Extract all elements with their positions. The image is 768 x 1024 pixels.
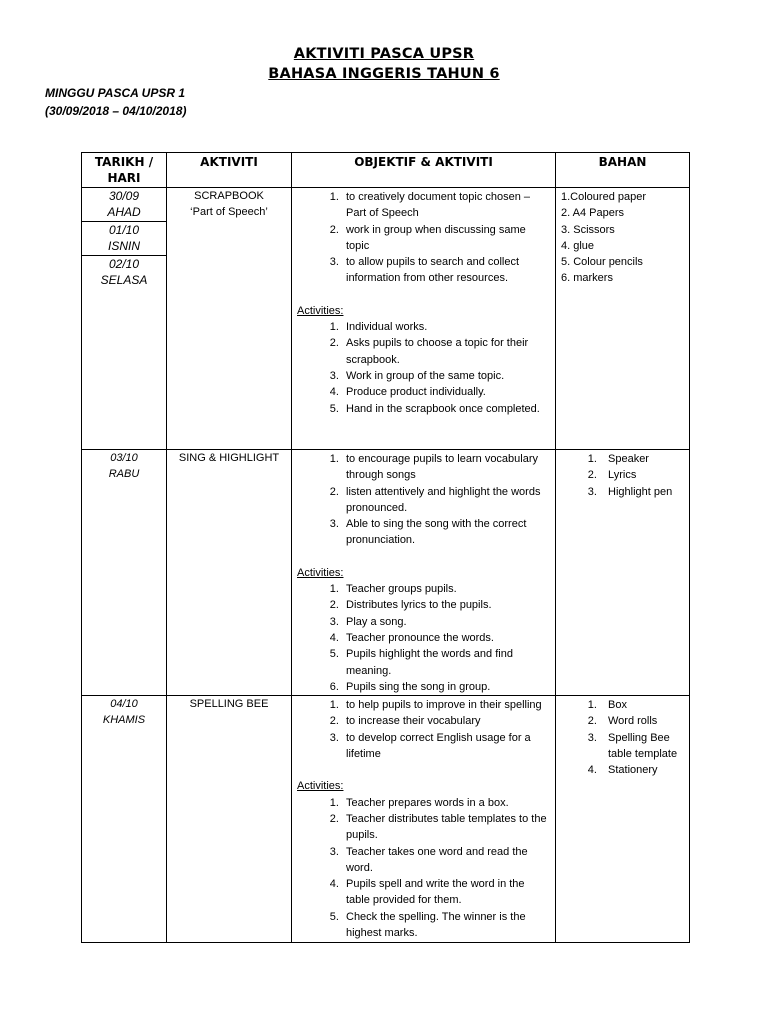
list-item: 3. Able to sing the song with the correct pronunciation.	[342, 516, 551, 549]
list-item: 1. to encourage pupils to learn vocabulary through songs	[342, 451, 551, 484]
header-activity: AKTIVITI	[167, 153, 292, 188]
table-row	[82, 696, 690, 943]
material-item: 2. Word rolls	[600, 713, 689, 729]
list-item: 2. Teacher distributes table templates to the pupils.	[342, 811, 551, 844]
activities-heading: Activities:	[297, 566, 344, 579]
activity-name: SING & HIGHLIGHT	[178, 452, 280, 464]
date-cell	[82, 696, 167, 943]
list-item: 3. Work in group of the same topic.	[342, 368, 551, 384]
date-entry	[82, 222, 166, 256]
list-item: 5. Hand in the scrapbook once completed.	[342, 401, 551, 417]
objectives-list	[296, 189, 551, 287]
materials-list	[556, 697, 689, 778]
list-item: 4. Pupils spell and write the word in the table provided for them.	[342, 876, 551, 909]
material-item: 3. Highlight pen	[600, 484, 689, 500]
list-item: 1. Teacher prepares words in a box.	[342, 795, 551, 811]
list-item: 3. to allow pupils to search and collect information from other resources.	[342, 254, 551, 287]
document-title	[0, 44, 768, 84]
material-item: 1. Box	[600, 697, 689, 713]
date-cell	[82, 188, 167, 450]
list-item: 3. Play a song.	[342, 614, 551, 630]
list-item: 4. Produce product individually.	[342, 384, 551, 400]
date-entry	[82, 188, 166, 222]
date: 30/09	[108, 189, 140, 203]
date: 04/10	[110, 698, 138, 711]
list-item: 2. listen attentively and highlight the words pronounced.	[342, 484, 551, 517]
objectives-cell	[292, 188, 556, 450]
materials-list	[556, 451, 689, 500]
material-item: 1.Coloured paper	[561, 191, 647, 203]
table-row	[82, 450, 690, 696]
activity-cell	[167, 696, 292, 943]
list-item: 1. Teacher groups pupils.	[342, 581, 551, 597]
list-item: 2. work in group when discussing same topic	[342, 222, 551, 255]
day: ISNIN	[107, 239, 140, 253]
activity-name: SCRAPBOOK	[194, 190, 264, 202]
material-item: 2. Lyrics	[600, 467, 689, 483]
objectives-cell	[292, 450, 556, 696]
date: 03/10	[110, 452, 138, 464]
materials-cell	[556, 188, 690, 450]
objectives-list	[296, 697, 551, 762]
date: 02/10	[108, 257, 140, 271]
material-item: 5. Colour pencils	[561, 256, 643, 269]
materials-cell	[556, 450, 690, 696]
header-objectives: OBJEKTIF & AKTIVITI	[292, 153, 556, 188]
material-item: 1. Speaker	[600, 451, 689, 467]
activities-heading: Activities:	[297, 780, 344, 793]
list-item: 5. Pupils highlight the words and find meaning.	[342, 646, 551, 679]
objectives-cell	[292, 696, 556, 943]
activity-cell	[167, 450, 292, 696]
table-header-row	[82, 153, 690, 188]
activities-list	[296, 795, 551, 942]
objectives-list	[296, 451, 551, 549]
list-item: 1. Individual works.	[342, 319, 551, 335]
day: RABU	[108, 468, 140, 480]
header-date: TARIKH / HARI	[82, 153, 167, 188]
date-entry	[82, 256, 166, 289]
material-item: 6. markers	[561, 272, 613, 285]
day: SELASA	[100, 273, 148, 287]
list-item: 2. Asks pupils to choose a topic for their scrapbook.	[342, 335, 551, 368]
week-label: MINGGU PASCA UPSR 1	[45, 86, 186, 100]
list-item: 1. to creatively document topic chosen – Part of Speech	[342, 189, 551, 222]
table-row	[82, 188, 690, 450]
day: KHAMIS	[102, 714, 146, 727]
activity-name: SPELLING BEE	[189, 698, 269, 711]
list-item: 4. Teacher pronounce the words.	[342, 630, 551, 646]
day: AHAD	[107, 205, 141, 219]
material-item: 3. Scissors	[561, 223, 615, 236]
list-item: 2. to increase their vocabulary	[342, 713, 551, 729]
activities-list	[296, 319, 551, 417]
date: 01/10	[108, 223, 140, 237]
list-item: 6. Pupils sing the song in group.	[342, 679, 551, 695]
list-item: 3. to develop correct English usage for a lifetime	[342, 730, 551, 763]
week-info	[45, 84, 186, 120]
material-item: 4. Stationery	[600, 762, 689, 778]
header-materials: BAHAN	[556, 153, 690, 188]
list-item: 3. Teacher takes one word and read the word.	[342, 844, 551, 877]
title-line-2: BAHASA INGGERIS TAHUN 6	[268, 66, 500, 82]
activity-cell	[167, 188, 292, 450]
material-item: 2. A4 Papers	[561, 207, 624, 220]
activities-heading: Activities:	[297, 304, 344, 317]
activities-list	[296, 581, 551, 695]
material-item: 4. glue	[561, 239, 595, 252]
list-item: 5. Check the spelling. The winner is the highest marks.	[342, 909, 551, 942]
activity-subtitle: ‘Part of Speech’	[190, 206, 268, 219]
list-item: 1. to help pupils to improve in their spelling	[342, 697, 551, 713]
list-item: 2. Distributes lyrics to the pupils.	[342, 597, 551, 613]
week-range: (30/09/2018 – 04/10/2018)	[45, 104, 187, 118]
material-item: 3. Spelling Bee table template	[600, 730, 689, 763]
activity-table	[81, 152, 690, 943]
materials-cell	[556, 696, 690, 943]
title-line-1: AKTIVITI PASCA UPSR	[293, 46, 475, 62]
date-cell	[82, 450, 167, 696]
